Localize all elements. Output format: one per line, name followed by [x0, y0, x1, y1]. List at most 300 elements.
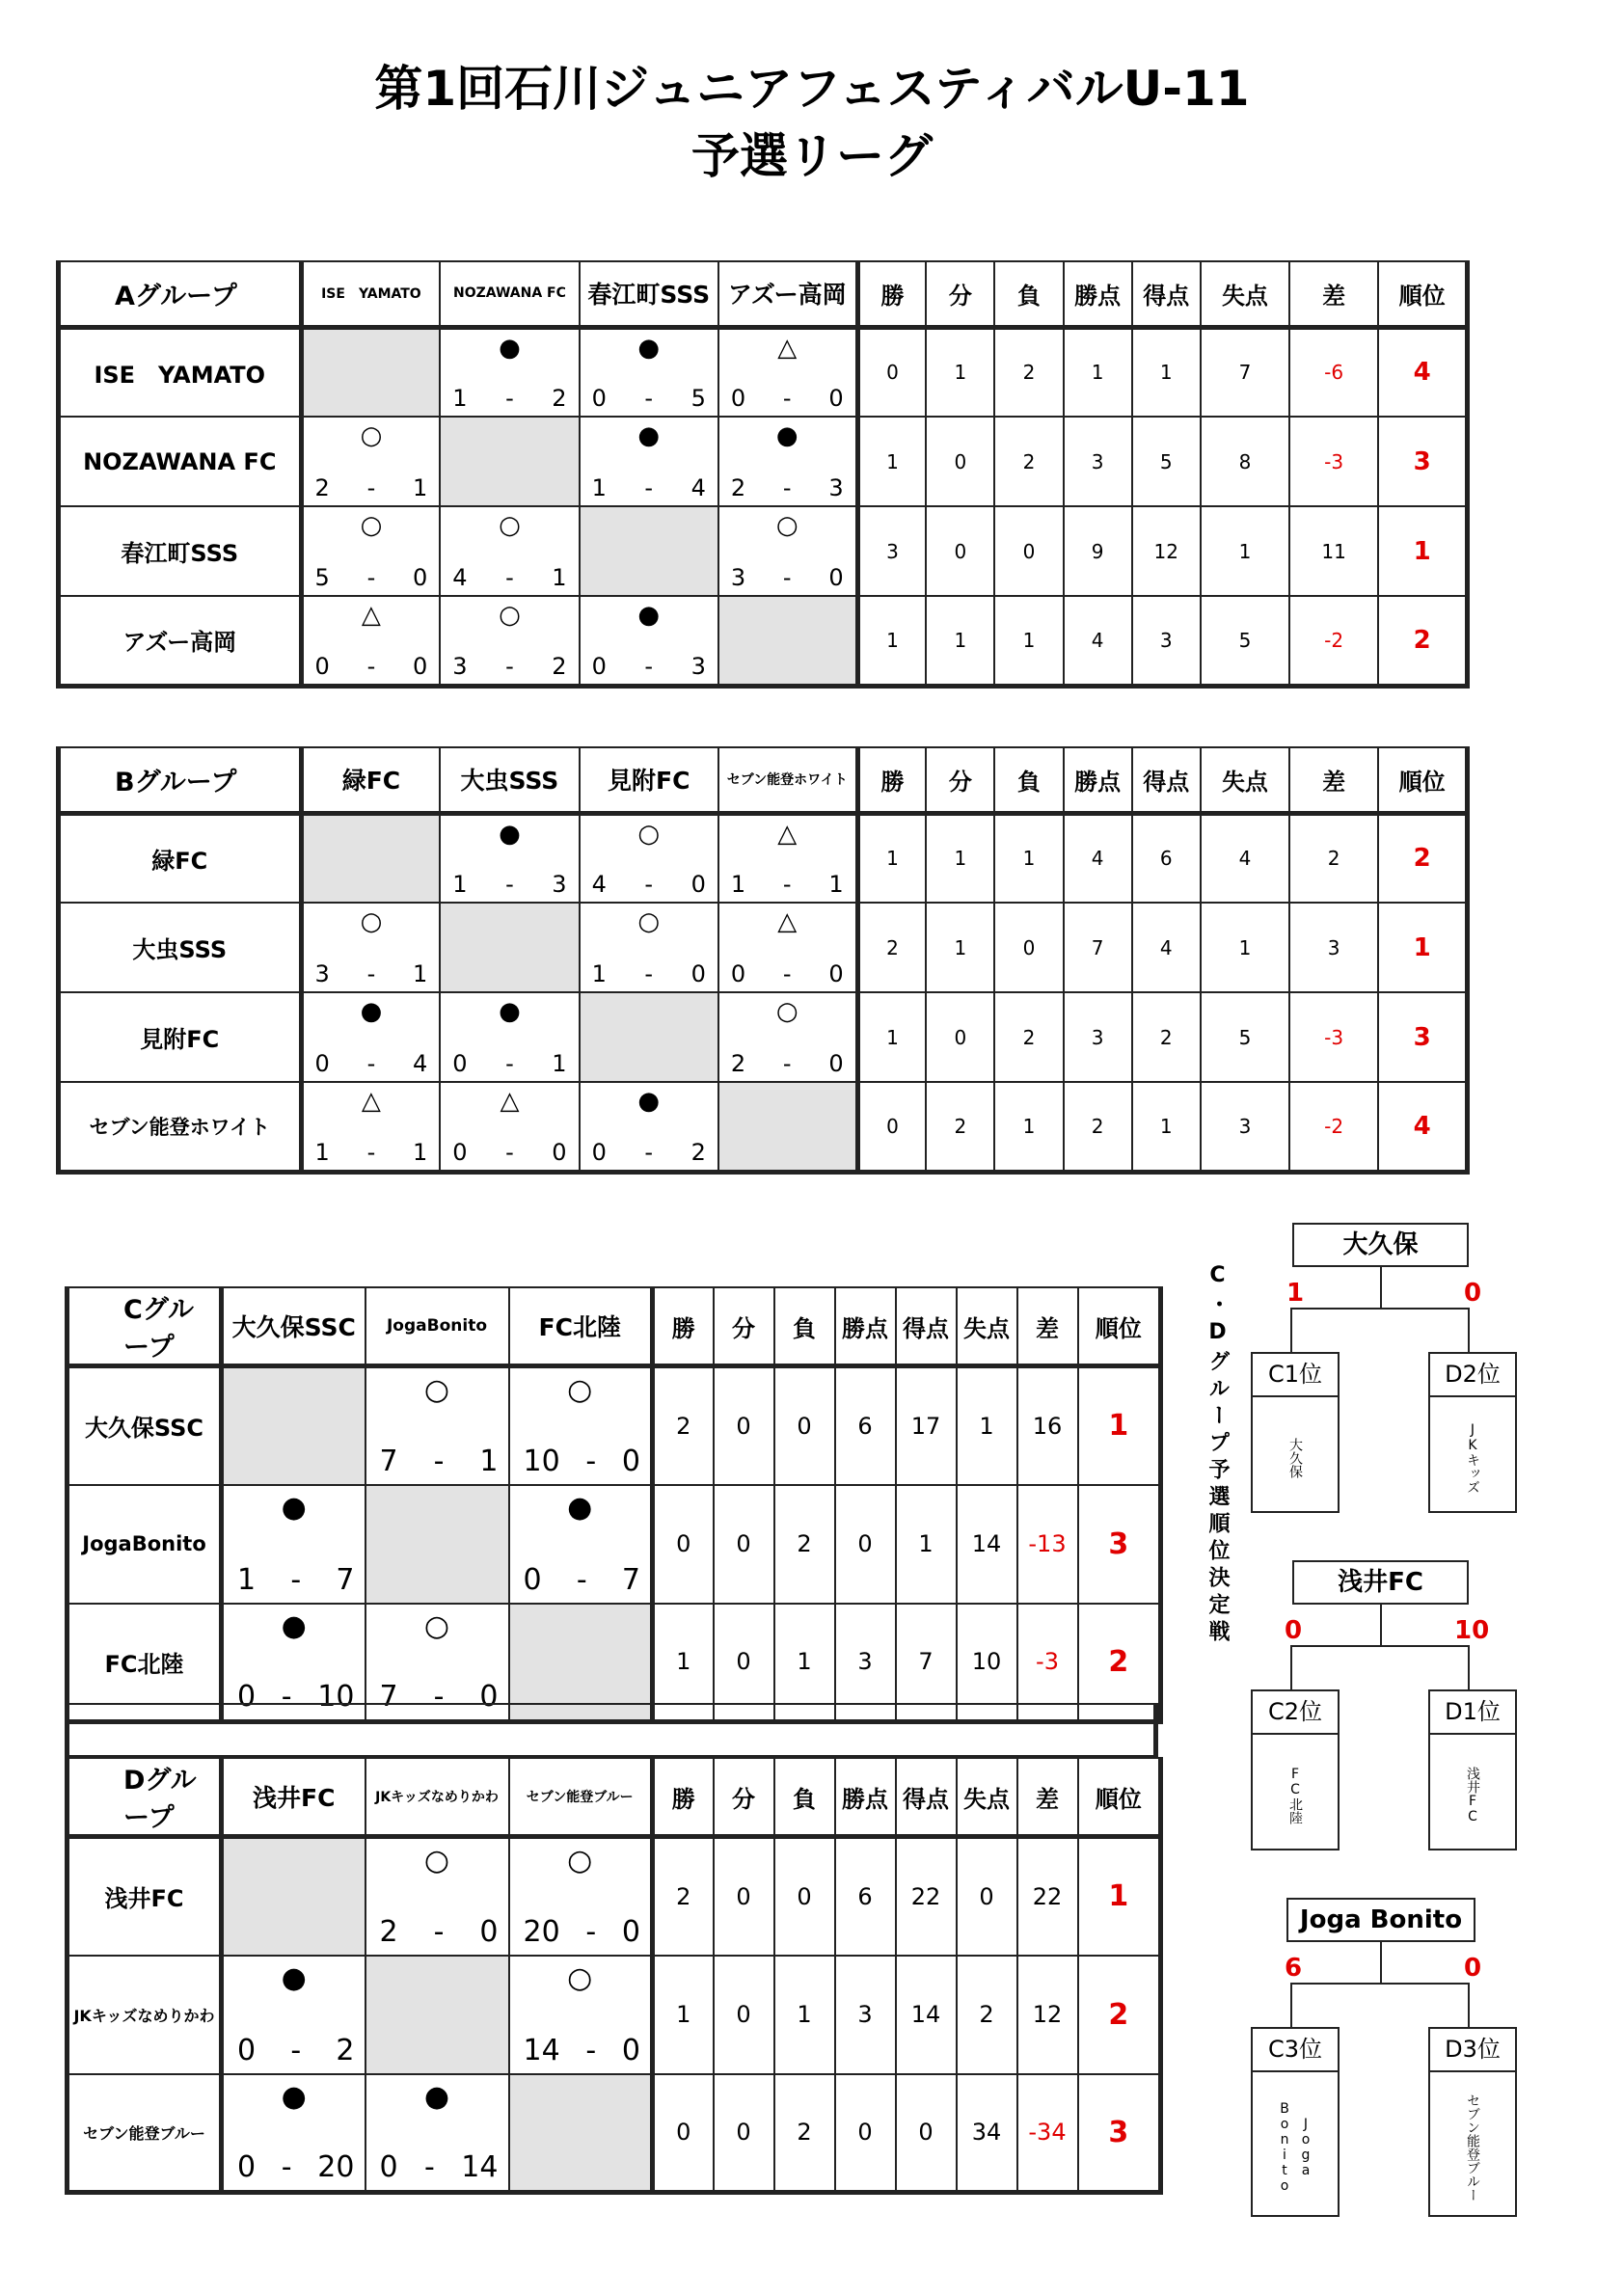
match-result-cell: [222, 2074, 365, 2193]
score-home: 7: [379, 1680, 398, 1714]
stat-value: 7: [1064, 903, 1132, 992]
stat-header: 分: [926, 747, 994, 813]
score-home: 2: [730, 1050, 746, 1077]
result-symbol: ●: [281, 1490, 307, 1525]
right-slot: [1428, 1689, 1517, 1850]
result-symbol: △: [500, 1087, 520, 1116]
bracket-line: [1380, 1605, 1382, 1647]
stat-value: 0: [857, 327, 926, 417]
rank-value: 2: [1378, 596, 1467, 686]
team-name: アズー高岡: [59, 596, 302, 686]
match-result-cell: [440, 1082, 579, 1172]
opponent-column-header: 見附FC: [580, 747, 718, 813]
stat-header: 勝: [653, 1758, 714, 1837]
result-symbol: △: [361, 1087, 381, 1116]
slot-label: D2位: [1430, 1354, 1515, 1397]
stat-value: 2: [857, 903, 926, 992]
score-away: 3: [828, 474, 844, 501]
score-home: 1: [591, 474, 607, 501]
team-name: セブン能登ブルー: [68, 2074, 222, 2193]
score-away: 3: [690, 652, 706, 680]
stat-header: 差: [1289, 747, 1378, 813]
stat-value: 2: [994, 417, 1063, 506]
self-match-cell: [509, 2074, 653, 2193]
stat-value: 2: [994, 992, 1063, 1082]
score-away: 2: [552, 385, 567, 412]
result-symbol: △: [777, 819, 798, 849]
stat-header: 失点: [1201, 747, 1289, 813]
stat-value: 6: [835, 1366, 896, 1485]
stat-value: 3: [857, 506, 926, 596]
stat-value: 8: [1201, 417, 1289, 506]
stat-value: 4: [1064, 596, 1132, 686]
match-result-cell: [718, 992, 857, 1082]
match-result-cell: [509, 1837, 653, 1956]
goal-difference: -3: [1289, 992, 1378, 1082]
stat-value: 0: [857, 1082, 926, 1172]
match-score: [592, 960, 706, 987]
goal-difference: 11: [1289, 506, 1378, 596]
stat-value: 2: [926, 1082, 994, 1172]
goal-difference: -13: [1017, 1485, 1078, 1604]
result-symbol: ○: [775, 997, 798, 1026]
stat-header: 順位: [1378, 261, 1467, 327]
match-result-cell: [440, 813, 579, 903]
score-away: 0: [828, 564, 844, 591]
score-dash: -: [585, 1914, 597, 1949]
slot-label: C3位: [1253, 2029, 1338, 2072]
stat-value: 12: [1132, 506, 1201, 596]
stat-value: 1: [994, 813, 1063, 903]
score-away: 20: [317, 2150, 355, 2184]
team-name: ISE YAMATO: [59, 327, 302, 417]
stat-value: 1: [926, 903, 994, 992]
stat-header: 負: [994, 747, 1063, 813]
stat-header: 勝点: [1064, 261, 1132, 327]
match-score: [524, 2035, 641, 2067]
stat-value: 4: [1132, 903, 1201, 992]
match-result-cell: [718, 903, 857, 992]
team-name: 見附FC: [59, 992, 302, 1082]
result-symbol: ●: [637, 601, 661, 630]
page-title: 第1回石川ジュニアフェスティバルU-11: [374, 61, 1250, 117]
match-score: [315, 1050, 428, 1077]
slot-label: C2位: [1253, 1691, 1338, 1735]
stat-value: 1: [857, 992, 926, 1082]
slot-team: 浅井FC: [1465, 1766, 1480, 1824]
stat-value: 0: [896, 2074, 957, 2193]
result-symbol: △: [777, 907, 798, 936]
stat-value: 2: [774, 2074, 835, 2193]
score-dash: -: [281, 2150, 292, 2184]
score-away: 1: [413, 474, 428, 501]
match-score: [592, 474, 706, 501]
result-symbol: ○: [567, 1373, 593, 1407]
rank-value: 4: [1378, 327, 1467, 417]
score-away: 14: [461, 2150, 499, 2184]
match-score: [592, 385, 706, 412]
stat-header: 勝点: [835, 1758, 896, 1837]
stat-value: 0: [994, 903, 1063, 992]
slot-label: D1位: [1430, 1691, 1515, 1735]
stat-value: 6: [1132, 813, 1201, 903]
match-result-cell: [440, 596, 579, 686]
rank-value: 2: [1078, 1956, 1161, 2074]
right-slot: [1428, 2027, 1517, 2217]
stat-header: 得点: [896, 1758, 957, 1837]
score-away: 0: [828, 1050, 844, 1077]
team-row: [68, 1485, 1161, 1604]
score-home: 0: [523, 1562, 542, 1597]
group-name: Dグループ: [68, 1758, 222, 1837]
score-dash: -: [644, 871, 654, 898]
score-dash: -: [644, 960, 654, 987]
team-row: [59, 327, 1468, 417]
stat-value: 1: [926, 813, 994, 903]
match-score: [731, 564, 844, 591]
stat-value: 0: [835, 2074, 896, 2193]
group-name: Bグループ: [59, 747, 302, 813]
team-row: [68, 1837, 1161, 1956]
stat-header: 得点: [896, 1287, 957, 1366]
score-home: 0: [314, 652, 330, 680]
match-score: [380, 2151, 499, 2184]
score-away: 0: [828, 385, 844, 412]
match-result-cell: [440, 327, 579, 417]
score-home: 0: [452, 1050, 468, 1077]
stat-value: 5: [1201, 992, 1289, 1082]
stat-value: 1: [774, 1956, 835, 2074]
stat-value: 0: [774, 1366, 835, 1485]
score-away: 0: [621, 2033, 640, 2067]
self-match-cell: [222, 1837, 365, 1956]
match-score: [524, 1916, 641, 1949]
score-home: 0: [452, 1138, 468, 1166]
bracket-line: [1290, 1645, 1470, 1647]
team-name: 浅井FC: [68, 1837, 222, 1956]
rank-value: 3: [1378, 417, 1467, 506]
bracket-line: [1468, 1645, 1470, 1690]
goal-difference: -34: [1017, 2074, 1078, 2193]
score-dash: -: [505, 871, 514, 898]
self-match-cell: [301, 327, 440, 417]
bracket-line: [1468, 1308, 1470, 1353]
stat-value: 14: [957, 1485, 1017, 1604]
group-c-table: [65, 1286, 1163, 1724]
match-score: [452, 871, 566, 898]
score-dash: -: [576, 1562, 587, 1597]
match-result-cell: [365, 2074, 509, 2193]
stat-value: 7: [1201, 327, 1289, 417]
score-home: 1: [452, 385, 468, 412]
team-row: [59, 506, 1468, 596]
stat-value: 7: [896, 1604, 957, 1722]
match-result-cell: [301, 417, 440, 506]
rank-value: 1: [1078, 1366, 1161, 1485]
stat-value: 6: [835, 1837, 896, 1956]
left-score: 0: [1285, 1616, 1303, 1645]
stat-value: 1: [653, 1956, 714, 2074]
match-result-cell: [301, 506, 440, 596]
score-home: 0: [379, 2150, 398, 2184]
score-dash: -: [782, 960, 792, 987]
score-away: 3: [552, 871, 567, 898]
stat-value: 2: [653, 1366, 714, 1485]
score-away: 0: [413, 652, 428, 680]
result-symbol: ○: [775, 511, 798, 540]
opponent-column-header: セブン能登ブルー: [509, 1758, 653, 1837]
header-row: [68, 1758, 1161, 1837]
score-home: 1: [237, 1562, 257, 1597]
rank-value: 1: [1378, 506, 1467, 596]
team-row: [68, 1956, 1161, 2074]
team-name: 大久保SSC: [68, 1366, 222, 1485]
goal-difference: -3: [1017, 1604, 1078, 1722]
opponent-column-header: 大久保SSC: [222, 1287, 365, 1366]
score-away: 1: [413, 960, 428, 987]
winner-box: 大久保: [1292, 1223, 1469, 1267]
score-away: 1: [413, 1138, 428, 1166]
bracket-line: [1290, 1983, 1470, 1985]
match-score: [315, 960, 428, 987]
self-match-cell: [718, 596, 857, 686]
result-symbol: ○: [637, 819, 661, 849]
match-score: [237, 2151, 355, 2184]
result-symbol: ●: [567, 1490, 593, 1525]
result-symbol: ○: [360, 421, 383, 450]
score-away: 2: [336, 2033, 355, 2067]
slot-label: C1位: [1253, 1354, 1338, 1397]
stat-value: 1: [1201, 506, 1289, 596]
stat-value: 1: [857, 813, 926, 903]
stat-value: 0: [653, 2074, 714, 2193]
score-dash: -: [782, 871, 792, 898]
stat-header: 勝: [857, 261, 926, 327]
page-subtitle: 予選リーグ: [691, 128, 933, 184]
opponent-column-header: NOZAWANA FC: [440, 261, 579, 327]
stat-value: 1: [857, 596, 926, 686]
score-home: 1: [591, 960, 607, 987]
score-home: 2: [314, 474, 330, 501]
opponent-column-header: 緑FC: [301, 747, 440, 813]
stat-value: 0: [926, 992, 994, 1082]
match-score: [524, 1445, 641, 1478]
header-row: [59, 747, 1468, 813]
score-dash: -: [585, 1444, 597, 1478]
stat-header: 分: [714, 1758, 774, 1837]
result-symbol: ○: [567, 1844, 593, 1877]
team-row: [59, 417, 1468, 506]
stat-value: 0: [774, 1837, 835, 1956]
stat-value: 1: [926, 596, 994, 686]
slot-team: Joga Bonito: [1277, 2100, 1313, 2194]
right-slot: [1428, 1352, 1517, 1513]
stat-header: 差: [1017, 1287, 1078, 1366]
score-home: 10: [523, 1444, 560, 1478]
score-home: 14: [523, 2033, 560, 2067]
match-score: [452, 653, 566, 680]
stat-value: 0: [926, 506, 994, 596]
stat-header: 得点: [1132, 261, 1201, 327]
stat-value: 1: [957, 1366, 1017, 1485]
left-slot: [1251, 1352, 1340, 1513]
stat-value: 2: [957, 1956, 1017, 2074]
stat-value: 3: [835, 1956, 896, 2074]
match-result-cell: [580, 903, 718, 992]
score-away: 0: [621, 1914, 640, 1949]
match-score: [315, 653, 428, 680]
header-row: [59, 261, 1468, 327]
score-dash: -: [366, 564, 376, 591]
score-dash: -: [782, 474, 792, 501]
result-symbol: ○: [423, 1373, 450, 1407]
slot-team: JKキッズ: [1465, 1421, 1480, 1494]
opponent-column-header: 大虫SSS: [440, 747, 579, 813]
score-away: 1: [552, 1050, 567, 1077]
bracket-line: [1290, 1983, 1292, 2028]
stat-value: 0: [957, 1837, 1017, 1956]
match-result-cell: [365, 1366, 509, 1485]
stat-header: 順位: [1078, 1287, 1161, 1366]
score-home: 2: [730, 474, 746, 501]
score-home: 3: [314, 960, 330, 987]
left-score: 1: [1286, 1279, 1305, 1308]
score-dash: -: [644, 652, 654, 680]
score-home: 0: [730, 385, 746, 412]
right-score: 10: [1454, 1616, 1490, 1645]
stat-value: 2: [774, 1485, 835, 1604]
bracket-line: [1290, 1308, 1470, 1310]
self-match-cell: [365, 1485, 509, 1604]
stat-value: 3: [1132, 596, 1201, 686]
match-score: [315, 1139, 428, 1166]
stat-header: 分: [714, 1287, 774, 1366]
match-score: [731, 960, 844, 987]
score-home: 4: [591, 871, 607, 898]
team-row: [59, 813, 1468, 903]
stat-value: 0: [653, 1485, 714, 1604]
match-score: [380, 1445, 499, 1478]
match-result-cell: [301, 1082, 440, 1172]
opponent-column-header: ISE YAMATO: [301, 261, 440, 327]
match-score: [237, 1564, 355, 1597]
score-home: 0: [314, 1050, 330, 1077]
score-dash: -: [366, 960, 376, 987]
vertical-title-text: C・Dグループ予選順位決定戦: [1205, 1263, 1230, 1647]
result-symbol: ●: [775, 421, 798, 450]
stat-value: 1: [774, 1604, 835, 1722]
score-home: 4: [452, 564, 468, 591]
stat-value: 2: [653, 1837, 714, 1956]
score-away: 2: [690, 1138, 706, 1166]
score-away: 1: [828, 871, 844, 898]
self-match-cell: [440, 417, 579, 506]
stat-value: 1: [926, 327, 994, 417]
match-score: [315, 474, 428, 501]
stat-value: 0: [714, 1956, 774, 2074]
stat-value: 5: [1201, 596, 1289, 686]
match-result-cell: [509, 1956, 653, 2074]
score-home: 0: [237, 2150, 257, 2184]
score-away: 10: [317, 1680, 355, 1714]
stat-header: 勝: [653, 1287, 714, 1366]
stat-value: 1: [994, 596, 1063, 686]
stat-value: 0: [714, 1837, 774, 1956]
result-symbol: ○: [567, 1960, 593, 1995]
match-result-cell: [365, 1837, 509, 1956]
score-away: 1: [552, 564, 567, 591]
goal-difference: 16: [1017, 1366, 1078, 1485]
stat-value: 14: [896, 1956, 957, 2074]
stat-header: 勝点: [835, 1287, 896, 1366]
score-dash: -: [585, 2033, 597, 2067]
stat-value: 0: [714, 1485, 774, 1604]
score-away: 0: [828, 960, 844, 987]
score-dash: -: [505, 652, 514, 680]
stat-header: 差: [1289, 261, 1378, 327]
self-match-cell: [222, 1366, 365, 1485]
match-result-cell: [718, 506, 857, 596]
rank-value: 2: [1078, 1604, 1161, 1722]
score-dash: -: [644, 474, 654, 501]
team-row: [68, 1366, 1161, 1485]
score-home: 0: [591, 652, 607, 680]
result-symbol: ○: [499, 601, 521, 630]
rank-value: 1: [1078, 1837, 1161, 1956]
match-result-cell: [509, 1366, 653, 1485]
self-match-cell: [301, 813, 440, 903]
match-score: [731, 1050, 844, 1077]
stat-value: 3: [1201, 1082, 1289, 1172]
match-score: [452, 564, 566, 591]
stat-value: 0: [714, 2074, 774, 2193]
score-away: 7: [336, 1562, 355, 1597]
stat-header: 失点: [957, 1758, 1017, 1837]
score-home: 7: [379, 1444, 398, 1478]
self-match-cell: [580, 506, 718, 596]
opponent-column-header: セブン能登ホワイト: [718, 747, 857, 813]
rank-value: 1: [1378, 903, 1467, 992]
stat-value: 1: [1132, 327, 1201, 417]
match-score: [731, 871, 844, 898]
score-home: 1: [452, 871, 468, 898]
stat-value: 0: [994, 506, 1063, 596]
match-score: [592, 871, 706, 898]
stat-value: 0: [714, 1604, 774, 1722]
stat-header: 失点: [1201, 261, 1289, 327]
rank-value: 4: [1378, 1082, 1467, 1172]
score-dash: -: [290, 2033, 302, 2067]
self-match-cell: [440, 903, 579, 992]
stat-header: 得点: [1132, 747, 1201, 813]
score-away: 0: [690, 871, 706, 898]
score-away: 5: [690, 385, 706, 412]
goal-difference: -2: [1289, 1082, 1378, 1172]
stat-value: 4: [1201, 813, 1289, 903]
rank-value: 3: [1078, 2074, 1161, 2193]
match-result-cell: [580, 417, 718, 506]
result-symbol: △: [777, 333, 798, 363]
match-score: [452, 1139, 566, 1166]
team-name: 春江町SSS: [59, 506, 302, 596]
opponent-column-header: アズー高岡: [718, 261, 857, 327]
score-home: 20: [523, 1914, 560, 1949]
stat-value: 3: [835, 1604, 896, 1722]
rank-value: 2: [1378, 813, 1467, 903]
team-name: JogaBonito: [68, 1485, 222, 1604]
result-symbol: ●: [499, 819, 521, 849]
stat-header: 勝点: [1064, 747, 1132, 813]
